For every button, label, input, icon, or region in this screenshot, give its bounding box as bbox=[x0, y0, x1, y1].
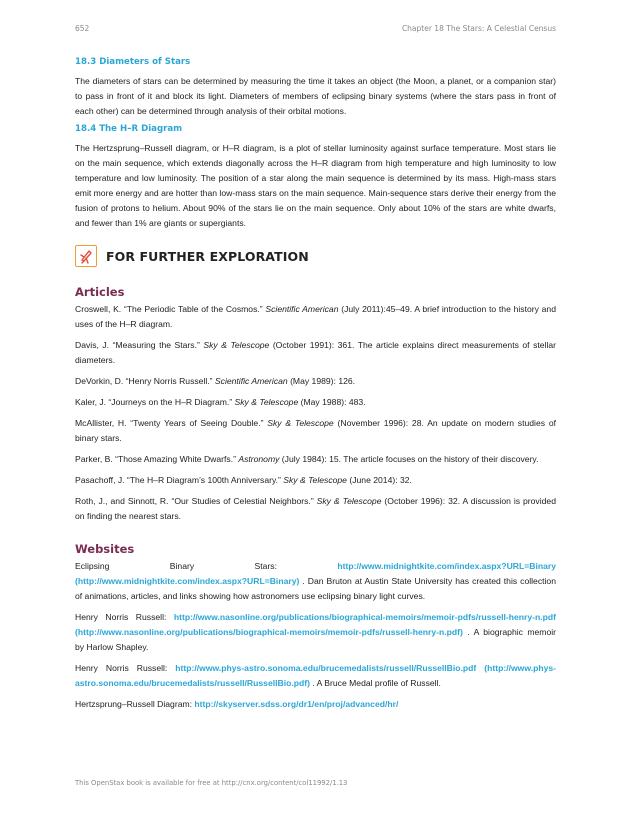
article-reference bbox=[75, 452, 556, 467]
reference-citation: DeVorkin, D. “Henry Norris Russell.” bbox=[75, 376, 215, 386]
website-label: Hertzsprung–Russell Diagram: bbox=[75, 699, 195, 709]
website-link[interactable]: http://www.nasonline.org/publications/biographical-memoirs/memoir-pdfs/russell-henry-n.pdf bbox=[173, 612, 556, 622]
reference-details: (October 1996): 32. A discussion is provided on finding the nearest stars. bbox=[75, 496, 556, 521]
reference-details: (May 1989): 126. bbox=[287, 376, 356, 386]
reference-citation: Davis, J. “Measuring the Stars.” bbox=[75, 340, 204, 350]
reference-source: Sky & Telescope bbox=[283, 475, 347, 485]
reference-details: (November 1996): 28. An update on modern studies of binary stars. bbox=[75, 418, 556, 443]
article-reference bbox=[75, 302, 556, 332]
article-reference bbox=[75, 416, 556, 446]
reference-details: (June 2014): 32. bbox=[346, 475, 412, 485]
article-reference bbox=[75, 374, 556, 389]
telescope-icon bbox=[75, 245, 97, 267]
website-link[interactable]: http://skyserver.sdss.org/dr1/en/proj/advanced/hr/ bbox=[194, 699, 399, 709]
website-description: . A Bruce Medal profile of Russell. bbox=[309, 678, 441, 688]
reference-source: Astronomy bbox=[238, 454, 280, 464]
website-link-paren[interactable]: (http://www.nasonline.org/publications/biographical-memoirs/memoir-pdfs/russell-henry-n.pdf) bbox=[75, 627, 463, 637]
articles-heading: Articles bbox=[75, 285, 125, 299]
chapter-title: Chapter 18 The Stars: A Celestial Census bbox=[401, 24, 556, 33]
reference-citation: Parker, B. “Those Amazing White Dwarfs.” bbox=[75, 454, 239, 464]
article-reference bbox=[75, 494, 556, 524]
reference-details: (May 1988): 483. bbox=[298, 397, 366, 407]
website-entry bbox=[75, 610, 556, 655]
reference-citation: Croswell, K. “The Periodic Table of the Cosmos.” bbox=[75, 304, 266, 314]
websites-list bbox=[75, 559, 556, 712]
reference-source: Sky & Telescope bbox=[203, 340, 270, 350]
reference-citation: Kaler, J. “Journeys on the H–R Diagram.” bbox=[75, 397, 235, 407]
website-entry bbox=[75, 661, 556, 691]
website-label: Henry Norris Russell: bbox=[75, 612, 174, 622]
website-link-paren[interactable]: (http://www.midnightkite.com/index.aspx?URL=Binary) bbox=[75, 576, 300, 586]
reference-source: Scientific American bbox=[265, 304, 339, 314]
reference-details: (October 1991): 361. The article explains direct measurements of stellar diameters. bbox=[75, 340, 556, 365]
website-link-paren[interactable]: (http://www.phys-astro.sonoma.edu/brucemedalists/russell/RussellBio.pdf) bbox=[75, 663, 557, 688]
website-description: . A biographic memoir by Harlow Shapley. bbox=[75, 627, 556, 652]
page-content bbox=[75, 57, 556, 718]
articles-list bbox=[75, 302, 556, 524]
reference-source: Sky & Telescope bbox=[316, 496, 382, 506]
section-heading-diameters: 18.3 Diameters of Stars bbox=[75, 57, 191, 67]
article-reference bbox=[75, 395, 556, 410]
reference-source: Scientific American bbox=[214, 376, 288, 386]
reference-details: (July 1984): 15. The article focuses on the history of their discovery. bbox=[279, 454, 539, 464]
website-link[interactable]: http://www.phys-astro.sonoma.edu/brucemedalists/russell/RussellBio.pdf bbox=[175, 663, 477, 673]
article-reference bbox=[75, 338, 556, 368]
website-entry bbox=[75, 559, 556, 604]
further-exploration-banner bbox=[75, 243, 556, 269]
reference-source: Sky & Telescope bbox=[267, 418, 334, 428]
further-exploration-title: FOR FURTHER EXPLORATION bbox=[106, 248, 309, 264]
website-entry bbox=[75, 697, 556, 712]
page-number: 652 bbox=[75, 24, 90, 33]
website-label: Eclipsing Binary Stars: bbox=[75, 561, 338, 571]
section-heading-hr-diagram: 18.4 The H–R Diagram bbox=[75, 124, 183, 134]
websites-heading: Websites bbox=[75, 542, 135, 556]
reference-details: (July 2011):45–49. A brief introduction to the history and uses of the H–R diagram. bbox=[75, 304, 556, 329]
reference-citation: McAllister, H. “Twenty Years of Seeing Double.” bbox=[75, 418, 268, 428]
reference-source: Sky & Telescope bbox=[234, 397, 299, 407]
website-link[interactable]: http://www.midnightkite.com/index.aspx?URL=Binary bbox=[337, 561, 556, 571]
reference-citation: Pasachoff, J. “The H–R Diagram’s 100th Anniversary.” bbox=[75, 475, 284, 485]
website-description: . Dan Bruton at Austin State University has created this collection of animations, articles, and links showing how astronomers use eclipsing binary light curves. bbox=[75, 576, 556, 601]
page-footer: This OpenStax book is available for free at http://cnx.org/content/col11992/1.13 bbox=[75, 779, 348, 787]
section-body-hr-diagram: The Hertzsprung–Russell diagram, or H–R diagram, is a plot of stellar luminosity against surface temperature. Most stars lie on the main sequence, which extends diagonally across the H–R diagram from high temperature and high luminosity to low temperature and low luminosity. The position of a star along the main sequence is determined by its mass. High-mass stars emit more energy and are hotter than low-mass stars on the main sequence. Main-sequence stars derive their energy from the fusion of protons to helium. About 90% of the stars lie on the main sequence. Only about 10% of the stars are white dwarfs, and fewer than 1% are giants or supergiants. bbox=[75, 143, 556, 228]
reference-citation: Roth, J., and Sinnott, R. “Our Studies of Celestial Neighbors.” bbox=[75, 496, 317, 506]
article-reference bbox=[75, 473, 556, 488]
website-label: Henry Norris Russell: bbox=[75, 663, 176, 673]
section-body-diameters: The diameters of stars can be determined by measuring the time it takes an object (the Moon, a planet, or a companion star) to pass in front of it and block its light. Diameters of members of eclipsing binary systems (where the stars pass in front of each other) can be determined through analysis of their orbital motions. bbox=[75, 76, 556, 116]
